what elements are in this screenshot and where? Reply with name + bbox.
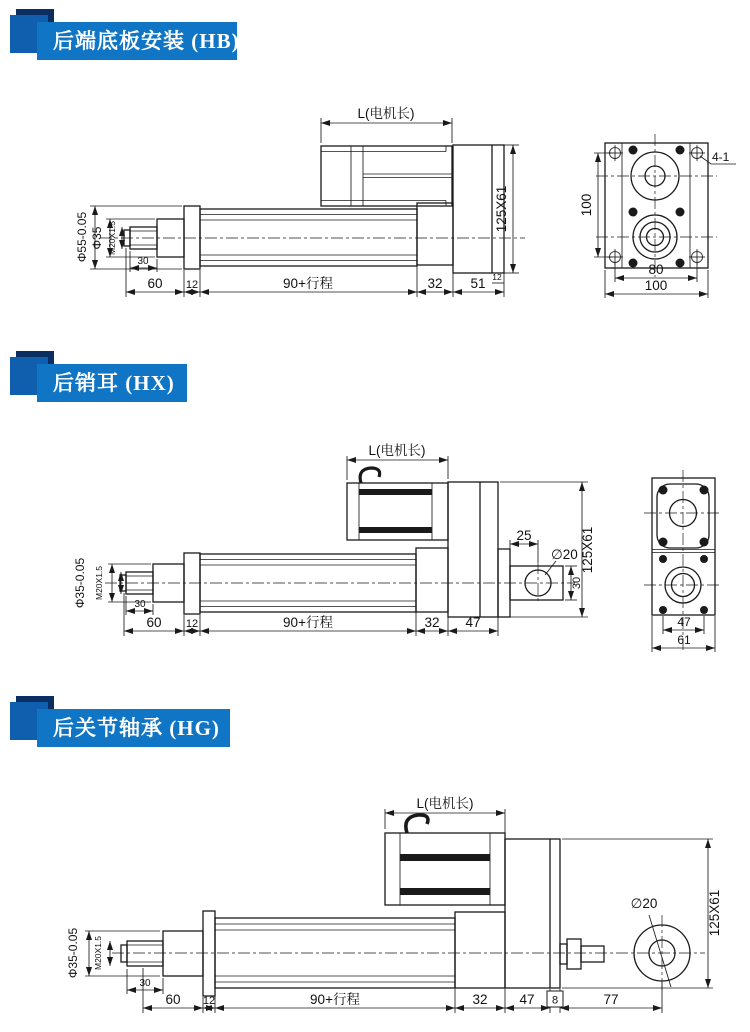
dim-plate-thk: 12 [492,272,502,282]
drawing-hg [0,780,750,1032]
dim-motor-length: L(电机长) [416,796,474,811]
dim-rod-dia: Φ35-0.05 [66,927,80,979]
dim-rod-dia: Φ35-0.05 [73,557,87,609]
rear-housing [505,839,560,988]
dim-stroke: 90+行程 [283,276,333,291]
dim-hole-pitch: 47 [677,615,691,629]
section-header-hg [37,709,230,747]
motor-cable [360,468,380,483]
dim-mid-len: 32 [472,992,488,1007]
front-flange [184,553,200,614]
dim-thread-len: 30 [139,978,151,989]
hb-end-view [579,134,736,298]
dim-hole-pitch-h: 80 [648,262,664,277]
dim-thread-spec: M20X1.5 [107,220,117,256]
dim-thread-len: 30 [137,256,149,267]
dim-front-len: 60 [147,276,163,291]
dim-plate-thk: 8 [551,994,559,1007]
dim-motor-length: L(电机长) [357,106,415,121]
front-flange [184,206,200,269]
section-title-hx: 后销耳 (HX) [53,371,175,395]
motor [385,815,505,905]
dim-mid-len: 32 [427,276,443,291]
dim-rod-dia: Φ35 [90,226,104,250]
dim-stroke: 90+行程 [283,615,333,630]
motor [321,146,452,206]
dim-front-len: 60 [146,615,162,630]
dim-cross-section: 125X61 [707,889,722,937]
dim-ear-width: 30 [571,576,583,590]
dim-flange-thk: 12 [202,995,216,1007]
section-title-hb: 后端底板安装 (HB) [53,29,240,53]
dim-thread-len: 30 [134,599,146,610]
motor [347,468,448,540]
dim-bearing-dia: ∅20 [630,896,658,911]
dim-cross-section: 125X61 [580,526,595,574]
hx-side-view [73,442,595,636]
dim-thread-spec: M20X1.5 [94,565,104,601]
joint-bearing [560,915,690,993]
hg-side-view [66,795,722,1013]
section-header-hx [37,364,187,402]
drawing-hb [0,85,750,313]
dim-stroke: 90+行程 [310,992,360,1007]
cylinder-tube [200,209,417,266]
dim-flange-thk: 12 [185,618,199,630]
motor-cable [406,815,428,833]
dim-pin-dia: ∅20 [551,547,578,562]
drawing-hx [0,430,750,665]
section-header-hb [37,22,240,60]
front-flange [203,911,215,996]
dim-thread-spec: M20X1.5 [93,935,103,971]
dim-flange-thk: 12 [185,279,199,291]
dim-rear-len: 47 [519,992,535,1007]
cylinder-tube [215,918,455,988]
hx-end-view [644,470,722,652]
dim-front-len: 60 [165,992,181,1007]
dim-rear-len: 51 [470,276,486,291]
dim-bearing-len: 77 [603,992,619,1007]
dim-hole-pitch-v: 100 [579,193,594,217]
dim-flange-dia: Φ55-0.05 [75,211,89,263]
dim-body-width: 100 [644,278,668,293]
dim-rear-len: 47 [465,615,481,630]
dim-cross-section: 125X61 [494,185,509,233]
section-title-hg: 后关节轴承 (HG) [53,716,220,740]
dim-motor-length: L(电机长) [368,443,426,458]
dim-ear-offset: 25 [516,528,532,543]
dim-body-width: 61 [677,633,691,647]
dim-holes-count: 4-1 [712,150,730,164]
hb-side-view [75,105,525,297]
dim-mid-len: 32 [424,615,440,630]
rear-housing [448,482,498,617]
